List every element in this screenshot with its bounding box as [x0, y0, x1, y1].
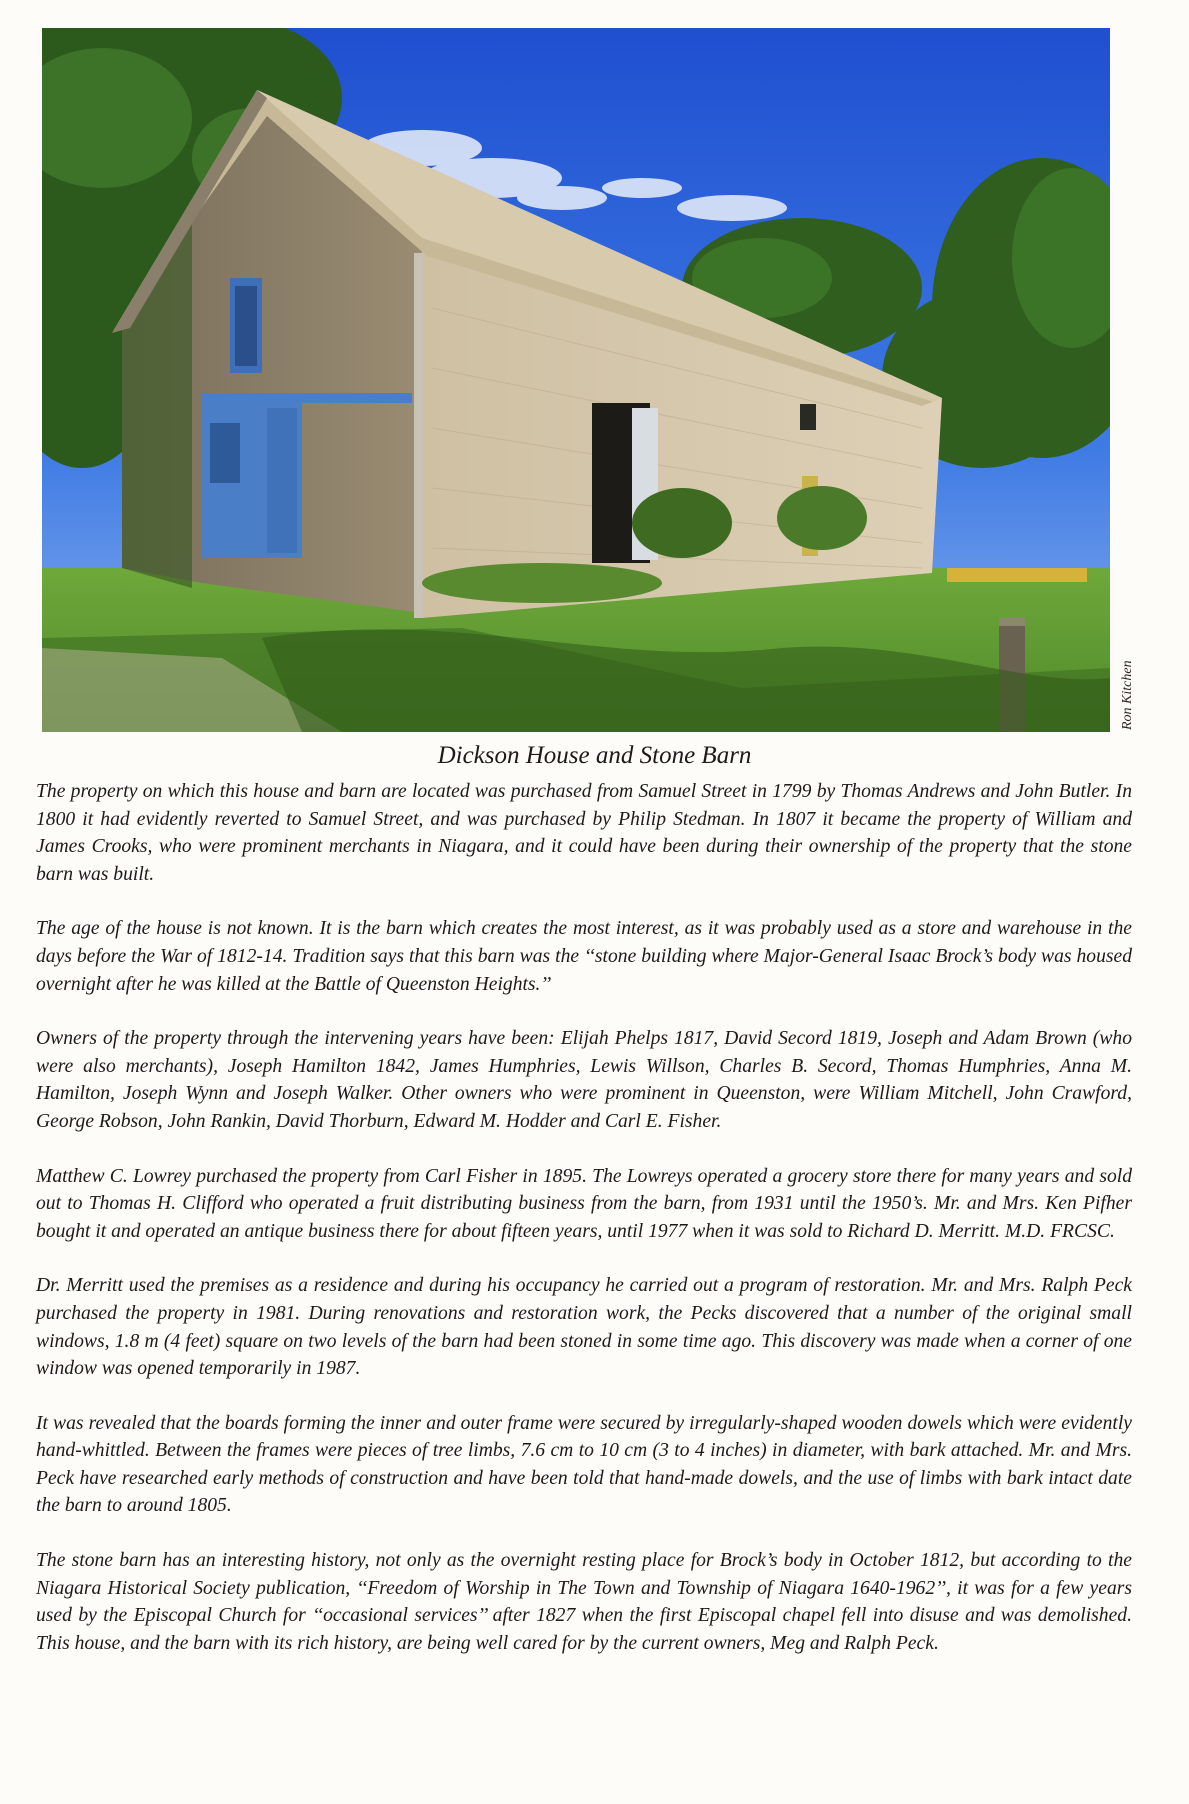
paragraph-3: Owners of the property through the intervening years have been: Elijah Phelps 1817, David Secord 1819, Joseph and Adam Brown (who were also merchants), Joseph Hamilton 1842, James Humphries, Lewis Willson, Charles B. Secord, Thomas Humphries, Anna M. Hamilton, Joseph Wynn and Joseph Walker. Other owners who were prominent in Queenston, were William Mitchell, John Crawford, George Robson, John Rankin, David Thorburn, Edward M. Hodder and Carl E. Fisher.	[36, 1028, 1132, 1132]
paragraph-4: Matthew C. Lowrey purchased the property from Carl Fisher in 1895. The Lowreys operated a grocery store there for many years and sold out to Thomas H. Clifford who operated a fruit distributing business from the barn, from 1931 until the 1950’s. Mr. and Mrs. Ken Pifher bought it and operated an antique business there for about fifteen years, until 1977 when it was sold to Richard D. Merritt. M.D. FRCSC.	[36, 1165, 1132, 1242]
paragraph-2: The age of the house is not known. It is the barn which creates the most interest, as it was probably used as a store and warehouse in the days before the War of 1812-14. Tradition says that this barn was the ‘‘stone building where Major-General Isaac Brock’s body was housed overnight after he was killed at the Battle of Queenston Heights.’’	[36, 918, 1132, 995]
photo-credit: Ron Kitchen	[1120, 660, 1135, 730]
photo-caption: Dickson House and Stone Barn	[437, 742, 752, 769]
paragraph-1: The property on which this house and barn are located was purchased from Samuel Street in 1799 by Thomas Andrews and John Butler. In 1800 it had evidently reverted to Samuel Street, and was purchased by Philip Stedman. In 1807 it became the property of William and James Crooks, who were prominent merchants in Niagara, and it could have been during their ownership of the property that the stone barn was built.	[36, 781, 1132, 885]
paragraph-6: It was revealed that the boards forming the inner and outer frame were secured by irregularly-shaped wooden dowels which were evidently hand-whittled. Between the frames were pieces of tree limbs, 7.6 cm to 10 cm (3 to 4 inches) in diameter, with bark attached. Mr. and Mrs. Peck have researched early methods of construction and have been told that hand-made dowels, and the use of limbs with bark intact date the barn to around 1805.	[36, 1412, 1132, 1517]
barn-photograph	[42, 28, 1110, 732]
article-body	[36, 778, 1132, 1684]
paragraph-7: The stone barn has an interesting history, not only as the overnight resting place for Brock’s body in October 1812, but according to the Niagara Historical Society publication, ‘‘Freedom of Worship in The Town and Township of Niagara 1640-1962’’, it was for a few years used by the Episcopal Church for ‘‘occasional services’’ after 1827 when the first Episcopal chapel fell into disuse and was demolished. This house, and the barn with its rich history, are being well cared for by the current owners, Meg and Ralph Peck.	[36, 1550, 1132, 1654]
paragraph-5: Dr. Merritt used the premises as a residence and during his occupancy he carried out a program of restoration. Mr. and Mrs. Ralph Peck purchased the property in 1981. During renovations and restoration work, the Pecks discovered that a number of the original small windows, 1.8 m (4 feet) square on two levels of the barn had been stoned in some time ago. This discovery was made when a corner of one window was opened temporarily in 1987.	[36, 1275, 1132, 1380]
